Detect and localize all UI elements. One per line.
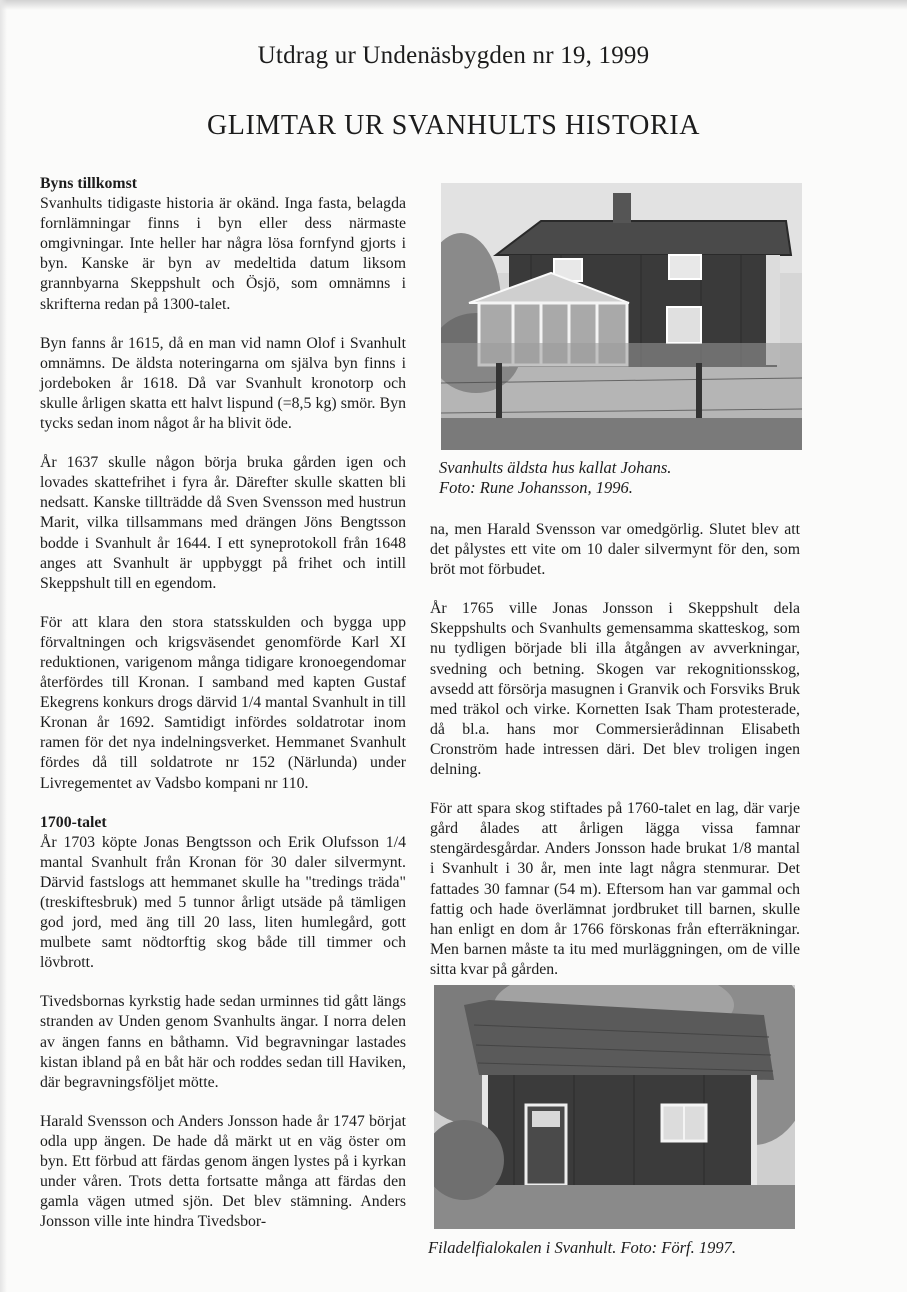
article-title: GLIMTAR UR SVANHULTS HISTORIA [206, 110, 701, 141]
paragraph: Byn fanns år 1615, då en man vid namn Olof i Svanhult omnämns. De äldsta noteringarna om själva byn finns i jordeboken år 1618. Då var Svanhult kronotorp och skulle årligen skatta ett halvt lispund (=8,5 kg) smör. Byn tycks sedan inom något år ha blivit öde. [40, 334, 406, 433]
photo-johans-caption [439, 458, 799, 498]
section-heading-byns-tillkomst: Byns tillkomst [40, 175, 137, 192]
scan-edge-left [0, 0, 7, 1292]
caption-line: Foto: Rune Johansson, 1996. [439, 478, 633, 497]
paragraph: na, men Harald Svensson var omedgörlig. Slutet blev att det pålystes ett vite om 10 daler silvermynt för den, som bröt mot förbudet. [430, 521, 800, 579]
paragraph: År 1765 ville Jonas Jonsson i Skeppshult dela Skeppshults och Svanhults gemensamma skatteskog, som nu tydligen började bli illa åtgången av avverkningar, svedning och betning. Skogen var rekognitionsskog, avsedd att försörja masugnen i Granvik och Forsviks Bruk med träkol och virke. Kornetten Isak Tham protesterade, då bl.a. hans mor Commersierådinnan Elisabeth Cronström hade intressen däri. Det blev troligen ingen delning. [430, 600, 800, 779]
caption-line: Svanhults äldsta hus kallat Johans. [439, 458, 672, 477]
paragraph: För att klara den stora statsskulden och bygga upp förvaltningen och krigsväsendet genomförde Karl XI reduktionen, varigenom många tidigare kronoegendomar återfördes till Kronan. I samband med kapten Gustaf Ekegrens konkurs drogs därvid 1/4 mantal Svanhult in till Kronan år 1692. Samtidigt infördes soldatrotar inom ramen för det nya indelningsverket. Hemmanet Svanhult fördes då till soldatrote nr 152 (Närlunda) under Livregementet av Vadsbo kompani nr 110. [40, 613, 406, 792]
cottage-photo-image [434, 985, 795, 1229]
scan-edge-top [0, 0, 907, 10]
photo-filadelfialokalen-caption: Filadelfialokalen i Svanhult. Foto: Förf. 1997. [428, 1238, 736, 1257]
publication-header: Utdrag ur Undenäsbygden nr 19, 1999 [257, 42, 650, 69]
paragraph: År 1703 köpte Jonas Bengtsson och Erik Olufsson 1/4 mantal Svanhult från Kronan för 30 daler silvermynt. Därvid fastslogs att hemmanet skulle ha "tredings träda" (treskiftesbruk) med 5 tunnor årligt utsäde på tämligen god jord, med äng till 20 lass, liten humlegård, gott mulbete samt nödtorftig skog både till timmer och lövbrott. [40, 833, 406, 972]
section-heading-1700-talet: 1700-talet [40, 813, 107, 831]
paragraph: Svanhults tidigaste historia är okänd. Inga fasta, belagda fornlämningar finns i byn eller dess närmaste omgivningar. Inte heller har några lösa fornfynd gjorts i byn. Kanske är byn av medeltida datum liksom grannbyarna Skeppshult och Ösjö, som omnämns i skrifterna redan på 1300-talet. [40, 195, 406, 313]
paragraph: År 1637 skulle någon börja bruka gården igen och lovades skattefrihet i fyra år. Därefter skulle skatten bli nedsatt. Kanske tillträdde då Sven Svensson med hustrun Marit, vilka tillsammans med drängen Jöns Bengtsson bodde i Svanhult år 1644. I ett syneprotokoll från 1648 anges att Svanhult är uppbyggt på frihet och intill Skeppshult till en egendom. [40, 454, 406, 592]
house-photo-image [441, 183, 802, 450]
photo-johans-house [441, 183, 802, 450]
paragraph: Harald Svensson och Anders Jonsson hade år 1747 börjat odla upp ängen. De hade då märkt ut en väg öster om byn. Ett förbud att färdas genom ängen lystes på i kyrkan under våren. Trots detta fortsatte många att färdas den gamla vägen utmed sjön. Det blev stämning. Anders Jonsson ville inte hindra Tivedsbor- [40, 1112, 406, 1231]
paragraph: Tivedsbornas kyrkstig hade sedan urminnes tid gått längs stranden av Unden genom Svanhults ängar. I norra delen av ängen fanns en båthamn. Vid begravningar lastades kistan ibland på en båt här och roddes sedan till Haviken, där begravningsföljet mötte. [40, 993, 406, 1091]
photo-filadelfialokalen [434, 985, 795, 1229]
right-column [430, 520, 800, 999]
left-column [40, 174, 406, 1251]
paragraph: För att spara skog stiftades på 1760-talet en lag, där varje gård ålades att årligen lägga vissa famnar stengärdesgårdar. Anders Jonsson hade brukat 1/8 mantal i Svanhult i 30 år, men inte lagt några stenmurar. Det fattades 30 famnar (54 m). Eftersom han var gammal och fattig och hade överlämnat jordbruket till barnen, skulle han enligt en dom år 1766 förskonas från efterräkningar. Men barnen måste ta itu med murläggningen, om de ville sitta kvar på gården. [430, 800, 800, 978]
